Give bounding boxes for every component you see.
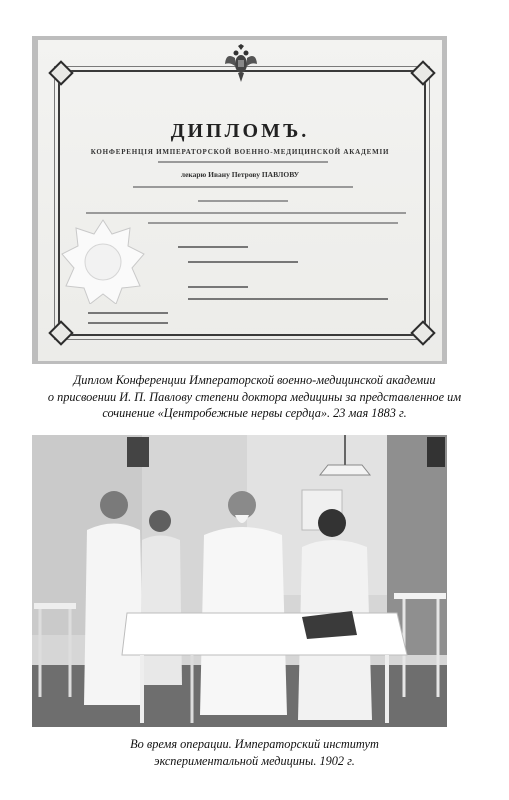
diploma-text-line <box>148 222 398 224</box>
caption-line: о присвоении И. П. Павлову степени доктора медицины за представленное им <box>47 389 462 404</box>
signature-mark <box>188 298 388 300</box>
paper-seal-icon <box>60 218 146 304</box>
eagle-emblem-icon <box>224 44 258 84</box>
signature-mark <box>188 286 248 288</box>
diploma-title: ДИПЛОМЪ. <box>170 120 310 142</box>
diploma-paper <box>38 40 442 361</box>
diploma-recipient-line: лекарю Ивану Петрову ПАВЛОВУ <box>180 170 300 179</box>
operation-scene <box>32 435 447 727</box>
signature-mark <box>88 322 168 324</box>
signature-mark <box>178 246 248 248</box>
caption-line: экспериментальной медицины. 1902 г. <box>154 753 355 768</box>
operation-caption <box>20 736 489 769</box>
diploma-subtitle: КОНФЕРЕНЦІЯ ИМПЕРАТОРСКОЙ ВОЕННО-МЕДИЦИНСКОЙ АКАДЕМІИ <box>90 148 390 156</box>
diploma-text-line <box>158 161 328 163</box>
caption-line: Во время операции. Императорский институт <box>130 737 379 751</box>
diploma-text-line <box>133 186 353 188</box>
diploma-photo <box>32 36 447 364</box>
diploma-text-line <box>86 212 406 214</box>
signature-mark <box>88 312 168 314</box>
signature-mark <box>188 261 298 263</box>
diploma-caption <box>20 372 489 422</box>
operation-photo <box>32 435 447 727</box>
caption-line: Диплом Конференции Императорской военно-медицинской академии <box>73 373 436 387</box>
diploma-text-line <box>198 200 288 202</box>
caption-line: сочинение «Центробежные нервы сердца». 23 мая 1883 г. <box>102 406 407 420</box>
